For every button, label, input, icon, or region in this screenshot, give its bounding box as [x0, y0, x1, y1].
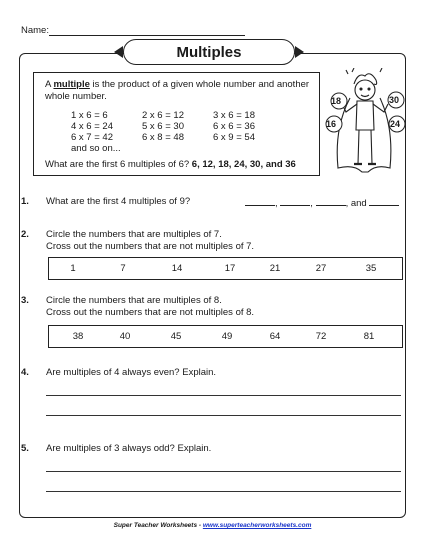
- illustration-number: 16: [326, 119, 337, 129]
- kid-eye: [360, 88, 362, 90]
- question-5-text: Are multiples of 3 always odd? Explain.: [46, 443, 212, 454]
- question-3-line-1: Circle the numbers that are multiples of 8.: [46, 295, 222, 306]
- definition-lead: A: [45, 79, 54, 90]
- question-3-text: [46, 295, 254, 319]
- question-2-text: [46, 229, 254, 253]
- answer-line[interactable]: [46, 395, 401, 396]
- kid-eye: [368, 88, 370, 90]
- kid-right-arm: [373, 104, 388, 112]
- name-label: Name:: [21, 25, 49, 36]
- fact: 6 x 9 = 54: [213, 132, 255, 143]
- sparkle-icon: [346, 68, 382, 74]
- banner-left-arrow-icon: [114, 46, 123, 58]
- number-choice[interactable]: 21: [269, 263, 281, 274]
- fact: 5 x 6 = 30: [142, 121, 184, 132]
- question-1-number: 1.: [21, 196, 29, 207]
- definition-rest: is the product of a given whole number and another whole number.: [45, 79, 310, 102]
- number-choice[interactable]: 1: [70, 263, 76, 274]
- definition-question: [45, 159, 296, 170]
- question-3-number-box: [48, 325, 403, 348]
- question-1-answer-blanks: [245, 196, 399, 210]
- answer-line[interactable]: [46, 491, 401, 492]
- question-1-text: What are the first 4 multiples of 9?: [46, 196, 191, 207]
- question-2-line-2: Cross out the numbers that are not multiples of 7.: [46, 241, 255, 252]
- illustration-number: 30: [389, 95, 400, 105]
- number-choice[interactable]: 7: [120, 263, 126, 274]
- fact: 2 x 6 = 12: [142, 110, 184, 121]
- answer-blank[interactable]: [369, 196, 399, 206]
- question-3-line-2: Cross out the numbers that are not multiples of 8.: [46, 307, 255, 318]
- fact: 6 x 6 = 36: [213, 121, 255, 132]
- number-choice[interactable]: 45: [170, 331, 182, 342]
- definition-answer: 6, 12, 18, 24, 30, and 36: [191, 159, 296, 170]
- fact: 6 x 7 = 42: [71, 132, 113, 143]
- number-choice[interactable]: 17: [224, 263, 236, 274]
- number-choice[interactable]: 49: [221, 331, 233, 342]
- footer: [0, 522, 425, 529]
- question-3-number: 3.: [21, 295, 29, 306]
- question-2-number-box: [48, 257, 403, 280]
- blank-separator: ,: [275, 198, 278, 209]
- footer-brand: Super Teacher Worksheets: [113, 522, 198, 529]
- number-choice[interactable]: 72: [315, 331, 327, 342]
- answer-line[interactable]: [46, 415, 401, 416]
- blank-separator: ,: [310, 198, 313, 209]
- answer-blank[interactable]: [316, 196, 346, 206]
- question-4-number: 4.: [21, 367, 29, 378]
- kid-torso: [356, 101, 374, 130]
- fact: 6 x 8 = 48: [142, 132, 184, 143]
- answer-blank[interactable]: [280, 196, 310, 206]
- number-choice[interactable]: 81: [363, 331, 375, 342]
- banner-right-arrow-icon: [295, 46, 304, 58]
- footer-separator: -: [197, 522, 203, 529]
- kid-legs: [358, 130, 372, 164]
- fact: 4 x 6 = 24: [71, 121, 113, 132]
- fact: 3 x 6 = 18: [213, 110, 255, 121]
- definition-question-text: What are the first 6 multiples of 6?: [45, 159, 190, 170]
- number-choice[interactable]: 27: [315, 263, 327, 274]
- definition-keyword: multiple: [53, 79, 90, 90]
- fact: 1 x 6 = 6: [71, 110, 108, 121]
- illustration-number: 18: [331, 96, 342, 106]
- title-banner: [123, 39, 295, 65]
- answer-blank[interactable]: [245, 196, 275, 206]
- definition-box: [33, 72, 320, 176]
- blank-separator: ,: [345, 198, 349, 209]
- illustration-number: 24: [390, 119, 401, 129]
- page-title: Multiples: [176, 43, 242, 61]
- fact-continuation: and so on...: [71, 143, 121, 154]
- question-2-line-1: Circle the numbers that are multiples of 7.: [46, 229, 222, 240]
- question-5-number: 5.: [21, 443, 29, 454]
- number-choice[interactable]: 64: [269, 331, 281, 342]
- question-4-text: Are multiples of 4 always even? Explain.: [46, 367, 217, 378]
- blank-and-word: and: [350, 198, 367, 209]
- number-choice[interactable]: 14: [171, 263, 183, 274]
- answer-line[interactable]: [46, 471, 401, 472]
- footer-link[interactable]: www.superteacherworksheets.com: [202, 522, 312, 529]
- name-line[interactable]: [49, 35, 245, 36]
- question-2-number: 2.: [21, 229, 29, 240]
- definition-text: [45, 79, 313, 103]
- number-choice[interactable]: 35: [365, 263, 377, 274]
- number-choice[interactable]: 40: [119, 331, 131, 342]
- number-choice[interactable]: 38: [72, 331, 84, 342]
